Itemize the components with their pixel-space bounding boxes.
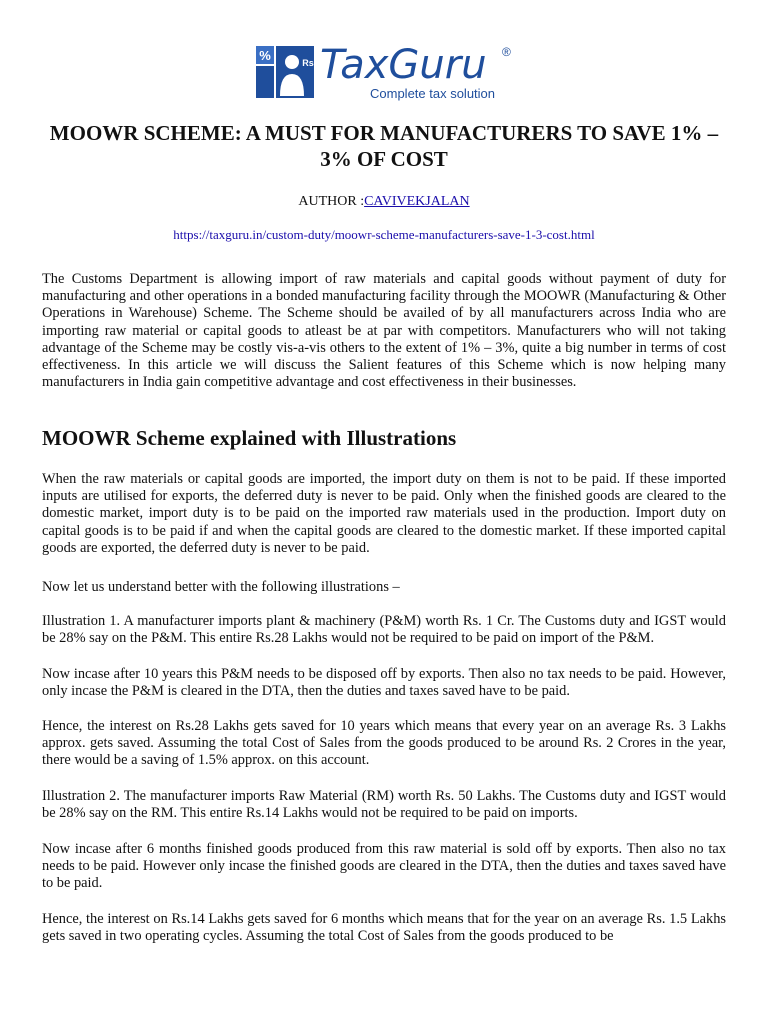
paragraph-3: Illustration 1. A manufacturer imports plant & machinery (P&M) worth Rs. 1 Cr. The Customs duty and IGST would be 28% say on the P&M. This entire Rs.28 Lakhs would not be required to be paid on import of the P&M. [42,613,726,647]
paragraph-8: Hence, the interest on Rs.14 Lakhs gets saved for 6 months which means that for the year on an average Rs. 1.5 Lakhs gets saved in two operating cycles. Assuming the total Cost of Sales from the goods produced to be [42,911,726,945]
intro-paragraph: The Customs Department is allowing import of raw materials and capital goods without payment of duty for manufacturing and other operations in a bonded manufacturing facility through the MOOWR (Manufacturing & Other Operations in Warehouse) Scheme. The Scheme should be availed of by all manufacturers across India who are importing raw material or capital goods to atleast be at par with competitors. Manufacturers who will not taking advantage of the Scheme may be costly vis-a-vis others to the extent of 1% – 3%, quite a big number in terms of cost effectiveness. In this article we will discuss the Salient features of this Scheme which is now helping many manufacturers in India gain competitive advantage and cost effectiveness in their businesses. [42,271,726,391]
author-link[interactable]: CAVIVEKJALAN [364,194,470,209]
percent-symbol: % [259,48,271,63]
paragraph-6: Illustration 2. The manufacturer imports Raw Material (RM) worth Rs. 50 Lakhs. The Customs duty and IGST would be 28% say on the RM. This entire Rs.14 Lakhs would not be required to be paid on imports. [42,788,726,822]
paragraph-7: Now incase after 6 months finished goods produced from this raw material is sold off by exports. Then also no tax needs to be paid. However only incase the finished goods are cleared in the DTA, then the duties and taxes saved have to be paid. [42,841,726,892]
author-label: AUTHOR : [298,194,365,209]
paragraph-4: Now incase after 10 years this P&M needs to be disposed off by exports. Then also no tax needs to be paid. However, only incase the P&M is cleared in the DTA, then the duties and taxes saved have to be paid. [42,666,726,700]
rupee-symbol: Rs [302,58,314,68]
source-url-link[interactable]: https://taxguru.in/custom-duty/moowr-scheme-manufacturers-save-1-3-cost.html [173,227,595,242]
paragraph-2: Now let us understand better with the following illustrations – [42,579,400,595]
author-line [0,193,768,210]
paragraph-5: Hence, the interest on Rs.28 Lakhs gets saved for 10 years which means that every year on an average Rs. 3 Lakhs approx. gets saved. Assuming the total Cost of Sales from the goods produced to be around Rs. 2 Crores in the year, there would be a saving of 1.5% approx. on this account. [42,718,726,769]
source-url-line [0,227,768,243]
taxguru-logo-graphic [256,38,518,104]
paragraph-1: When the raw materials or capital goods are imported, the import duty on them is not to be paid. If these imported inputs are utilised for exports, the deferred duty is never to be paid. Only when the finished goods are cleared to the domestic market, import duty is to be paid on the imported raw materials used in the production. Import duty on capital goods is to be paid if and when the capital goods are cleared to the domestic market. If these imported capital goods are exported, the deferred duty is never to be paid. [42,471,726,556]
brand-wordmark: TaxGuru [320,42,487,88]
person-icon-head [285,55,299,69]
section-heading: MOOWR Scheme explained with Illustrations [42,426,457,450]
taxguru-logo [256,38,518,104]
article-title: MOOWR SCHEME: A MUST FOR MANUFACTURERS TO SAVE 1% – 3% OF COST [49,121,719,171]
registered-mark: ® [502,45,511,59]
tagline: Complete tax solution [370,86,496,101]
